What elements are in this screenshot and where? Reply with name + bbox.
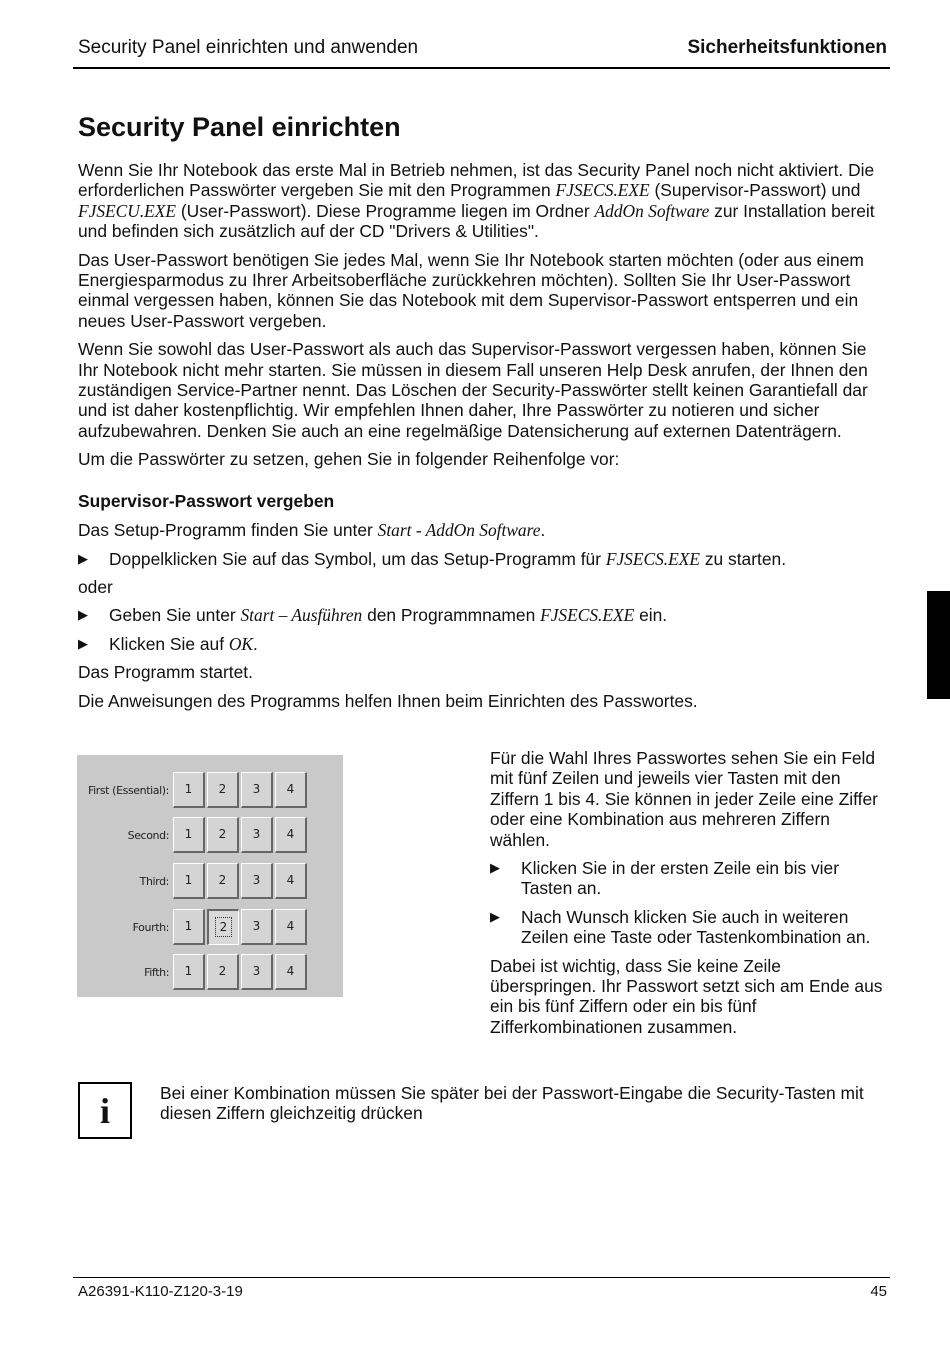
subheading-supervisor: Supervisor-Passwort vergeben (78, 490, 335, 511)
key-button[interactable]: 3 (241, 817, 273, 853)
bullet-arrow-icon: ▶ (78, 550, 88, 566)
header-left: Security Panel einrichten und anwenden (78, 37, 419, 58)
key-button[interactable]: 1 (173, 863, 205, 899)
key-button[interactable]: 3 (241, 909, 273, 945)
info-icon: i (78, 1082, 132, 1139)
step-click-ok: ▶ Klicken Sie auf OK. (78, 633, 258, 654)
key-button[interactable]: 3 (241, 863, 273, 899)
step-further-rows: ▶ Nach Wunsch klicken Sie auch in weiteren Zeilen eine Taste oder Tastenkombination an. (490, 906, 871, 948)
text-instructions: Die Anweisungen des Programms helfen Ihnen beim Einrichten des Passwortes. (78, 690, 698, 711)
text-program-starts: Das Programm startet. (78, 662, 253, 683)
key-button[interactable]: 2 (207, 772, 239, 808)
key-button[interactable]: 4 (275, 863, 307, 899)
info-note: Bei einer Kombination müssen Sie später bei der Passwort-Eingabe die Security-Tasten mit diesen Ziffern gleichzeitig drücken (160, 1083, 864, 1124)
chapter-tab-marker (927, 591, 950, 699)
password-row-fourth (77, 909, 343, 947)
page-number: 45 (870, 1283, 887, 1300)
key-button[interactable]: 4 (275, 954, 307, 990)
key-button[interactable]: 4 (275, 909, 307, 945)
step-first-row: ▶ Klicken Sie in der ersten Zeile ein bis vier Tasten an. (490, 858, 840, 899)
setup-location: Das Setup-Programm finden Sie unter Start - AddOn Software. (78, 520, 546, 541)
row-label: Third: (139, 875, 169, 888)
bullet-arrow-icon: ▶ (490, 908, 500, 924)
key-button[interactable]: 4 (275, 772, 307, 808)
paragraph-order: Um die Passwörter zu setzen, gehen Sie in folgender Reihenfolge vor: (78, 449, 620, 470)
key-button-focused[interactable] (207, 909, 239, 945)
bullet-arrow-icon: ▶ (490, 860, 500, 876)
key-button[interactable]: 2 (207, 817, 239, 853)
bullet-arrow-icon: ▶ (78, 607, 88, 623)
password-panel-screenshot (77, 755, 343, 997)
password-row-fifth (77, 954, 343, 992)
password-row-third (77, 863, 343, 901)
footer-rule (73, 1277, 890, 1278)
row-label: Second: (127, 829, 169, 842)
key-button[interactable]: 4 (275, 817, 307, 853)
main-text (78, 160, 888, 719)
header-rule (73, 67, 890, 69)
key-button[interactable]: 3 (241, 772, 273, 808)
bullet-arrow-icon: ▶ (78, 635, 88, 651)
password-row-second (77, 817, 343, 855)
paragraph-user-password: Das User-Passwort benötigen Sie jedes Mal, wenn Sie Ihr Notebook starten möchten (oder aus einem Energiesparmodus zu Ihrer Arbeitsoberfläche zurückkehren möchten). Sollten Sie Ihr User-Passwort einmal vergessen haben, können Sie das Notebook mit dem Supervisor-Passwort entsperren und ein neues User-Passwort vergeben. (78, 249, 864, 331)
step-double-click: ▶ Doppelklicken Sie auf das Symbol, um das Setup-Programm für FJSECS.EXE zu starten. (78, 548, 787, 569)
key-button[interactable]: 3 (241, 954, 273, 990)
step-run-dialog: ▶ Geben Sie unter Start – Ausführen den Programmnamen FJSECS.EXE ein. (78, 605, 668, 626)
key-button[interactable]: 1 (173, 909, 205, 945)
paragraph-intro: Wenn Sie Ihr Notebook das erste Mal in Betrieb nehmen, ist das Security Panel noch nicht aktiviert. Die erforderlichen Passwörter vergeben Sie mit den Programmen FJSECS.EXE (Supervisor-Passwort) und FJSECU.EXE (User-Passwort). Diese Programme liegen im Ordner AddOn Software zur Installation bereit und befinden sich zusätzlich auf der CD "Drivers & Utilities". (78, 160, 875, 242)
row-label: Fourth: (132, 921, 169, 934)
key-button[interactable]: 1 (173, 817, 205, 853)
page-title: Security Panel einrichten (78, 112, 401, 142)
header-right: Sicherheitsfunktionen (687, 37, 887, 58)
row-label: First (Essential): (87, 784, 169, 797)
explanation-intro: Für die Wahl Ihres Passwortes sehen Sie ein Feld mit fünf Zeilen und jeweils vier Tasten mit den Ziffern 1 bis 4. Sie können in jeder Zeile eine Ziffer oder eine Kombination aus mehreren Ziffern wählen. (490, 748, 878, 850)
focus-outline: 2 (215, 917, 233, 937)
key-button[interactable]: 1 (173, 954, 205, 990)
footer-doc-id: A26391-K110-Z120-3-19 (78, 1283, 243, 1300)
text-oder: oder (78, 576, 113, 597)
password-explanation (490, 748, 890, 1045)
explanation-outro: Dabei ist wichtig, dass Sie keine Zeile überspringen. Ihr Passwort setzt sich am Ende aus ein bis fünf Ziffern oder ein bis fünf Zifferkombinationen zusammen. (490, 955, 883, 1037)
paragraph-forgotten-passwords: Wenn Sie sowohl das User-Passwort als auch das Supervisor-Passwort vergessen haben, können Sie Ihr Notebook nicht mehr starten. Sie müssen in diesem Fall unseren Help Desk anrufen, der Ihnen den zuständigen Service-Partner nennt. Das Löschen der Security-Passwörter stellt keinen Garantiefall dar und ist daher kostenpflichtig. Wir empfehlen Ihnen daher, Ihre Passwörter zu notieren und sicher aufzubewahren. Denken Sie auch an eine regelmäßige Datensicherung auf externen Datenträgern. (78, 339, 868, 441)
key-button[interactable]: 1 (173, 772, 205, 808)
password-row-first (77, 772, 343, 810)
row-label: Fifth: (144, 966, 169, 979)
key-button[interactable]: 2 (207, 954, 239, 990)
key-button[interactable]: 2 (207, 863, 239, 899)
